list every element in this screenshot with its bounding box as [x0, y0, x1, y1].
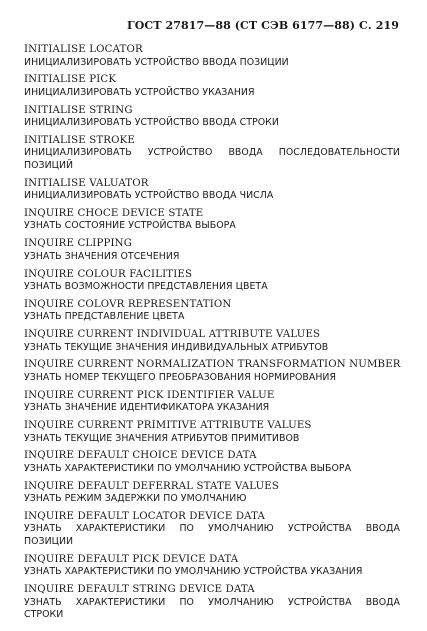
term-entry	[24, 269, 400, 294]
term-russian: ПОЗИЦИЙ	[24, 159, 74, 171]
term-english: INQUIRE CLIPPING	[24, 238, 133, 250]
term-entry	[24, 238, 400, 263]
term-entry	[24, 329, 400, 354]
term-english: INQUIRE DEFAULT STRING DEVICE DATA	[24, 584, 255, 596]
term-russian: УЗНАТЬ ТЕКУЩИЕ ЗНАЧЕНИЯ ИНДИВИДУАЛЬНЫХ АТРИБУТОВ	[24, 341, 329, 353]
term-english: INITIALISE STROKE	[24, 134, 135, 146]
term-english: INQUIRE DEFAULT PICK DEVICE DATA	[24, 553, 239, 565]
term-english: INQUIRE DEFAULT CHOICE DEVICE DATA	[24, 450, 257, 462]
term-list	[24, 44, 400, 627]
term-entry	[24, 359, 400, 384]
term-russian: ИНИЦИАЛИЗИРОВАТЬ УСТРОЙСТВО ВВОДА ПОЗИЦИИ	[24, 56, 289, 68]
term-russian: УЗНАТЬ ХАРАКТЕРИСТИКИ ПО УМОЛЧАНИЮ УСТРОЙСТВА ВВОДА	[24, 523, 400, 535]
term-entry	[24, 584, 400, 622]
term-entry	[24, 178, 400, 203]
term-english: INQUIRE CHOCE DEVICE STATE	[24, 207, 204, 219]
term-russian: ИНИЦИАЛИЗИРОВАТЬ УСТРОЙСТВО УКАЗАНИЯ	[24, 86, 255, 98]
term-russian: ИНИЦИАЛИЗИРОВАТЬ УСТРОЙСТВО ВВОДА СТРОКИ	[24, 117, 279, 129]
term-english: INQUIRE DEFAULT LOCATOR DEVICE DATA	[24, 510, 265, 522]
term-english: INITIALISE PICK	[24, 74, 117, 86]
term-russian: СТРОКИ	[24, 609, 64, 621]
term-entry	[24, 135, 400, 173]
term-russian: ИНИЦИАЛИЗИРОВАТЬ УСТРОЙСТВО ВВОДА ПОСЛЕДОВАТЕЛЬНОСТИ	[24, 147, 400, 159]
term-entry	[24, 481, 400, 506]
term-russian: УЗНАТЬ ХАРАКТЕРИСТИКИ ПО УМОЛЧАНИЮ УСТРОЙСТВА ВВОДА	[24, 596, 400, 608]
term-entry	[24, 390, 400, 415]
term-entry	[24, 74, 400, 99]
term-russian: ПОЗИЦИИ	[24, 535, 74, 547]
term-russian: УЗНАТЬ НОМЕР ТЕКУЩЕГО ПРЕОБРАЗОВАНИЯ НОРМИРОВАНИЯ	[24, 371, 337, 383]
term-russian: УЗНАТЬ СОСТОЯНИЕ УСТРОЙСТВА ВЫБОРА	[24, 220, 236, 232]
term-entry	[24, 299, 400, 324]
term-english: INITIALISE LOCATOR	[24, 44, 143, 55]
term-russian: УЗНАТЬ ПРЕДСТАВЛЕНИЕ ЦВЕТА	[24, 311, 185, 323]
term-entry	[24, 554, 400, 579]
term-russian: УЗНАТЬ ВОЗМОЖНОСТИ ПРЕДСТАВЛЕНИЯ ЦВЕТА	[24, 281, 268, 293]
term-russian: УЗНАТЬ РЕЖИМ ЗАДЕРЖКИ ПО УМОЛЧАНИЮ	[24, 493, 247, 505]
term-russian: ИНИЦИАЛИЗИРОВАТЬ УСТРОЙСТВО ВВОДА ЧИСЛА	[24, 190, 274, 202]
term-english: INQUIRE CURRENT PICK IDENTIFIER VALUE	[24, 389, 275, 401]
term-russian: УЗНАТЬ ХАРАКТЕРИСТИКИ ПО УМОЛЧАНИЮ УСТРОЙСТВА УКАЗАНИЯ	[24, 566, 363, 578]
term-russian: УЗНАТЬ ХАРАКТЕРИСТИКИ ПО УМОЛЧАНИЮ УСТРОЙСТВА ВЫБОРА	[24, 462, 352, 474]
term-english: INQUIRE CURRENT NORMALIZATION TRANSFORMATION NUMBER	[24, 359, 401, 371]
term-english: INITIALISE STRING	[24, 104, 133, 116]
term-entry	[24, 450, 400, 475]
term-entry	[24, 511, 400, 549]
term-english: INQUIRE COLOUR FACILITIES	[24, 268, 193, 280]
term-english: INQUIRE DEFAULT DEFERRAL STATE VALUES	[24, 480, 280, 492]
term-entry	[24, 44, 400, 69]
page-header: ГОСТ 27817—88 (СТ СЭВ 6177—88) С. 219	[127, 19, 399, 32]
term-russian: УЗНАТЬ ЗНАЧЕНИЯ ОТСЕЧЕНИЯ	[24, 250, 180, 262]
term-english: INQUIRE CURRENT PRIMITIVE ATTRIBUTE VALUES	[24, 420, 312, 432]
term-entry	[24, 208, 400, 233]
term-english: INQUIRE CURRENT INDIVIDUAL ATTRIBUTE VALUES	[24, 329, 321, 341]
term-russian: УЗНАТЬ ТЕКУЩИЕ ЗНАЧЕНИЯ АТРИБУТОВ ПРИМИТИВОВ	[24, 432, 300, 444]
term-entry	[24, 420, 400, 445]
term-russian: УЗНАТЬ ЗНАЧЕНИЕ ИДЕНТИФИКАТОРА УКАЗАНИЯ	[24, 402, 270, 414]
term-english: INITIALISE VALUATOR	[24, 177, 149, 189]
term-entry	[24, 105, 400, 130]
term-english: INQUIRE COLOVR REPRESENTATION	[24, 298, 232, 310]
